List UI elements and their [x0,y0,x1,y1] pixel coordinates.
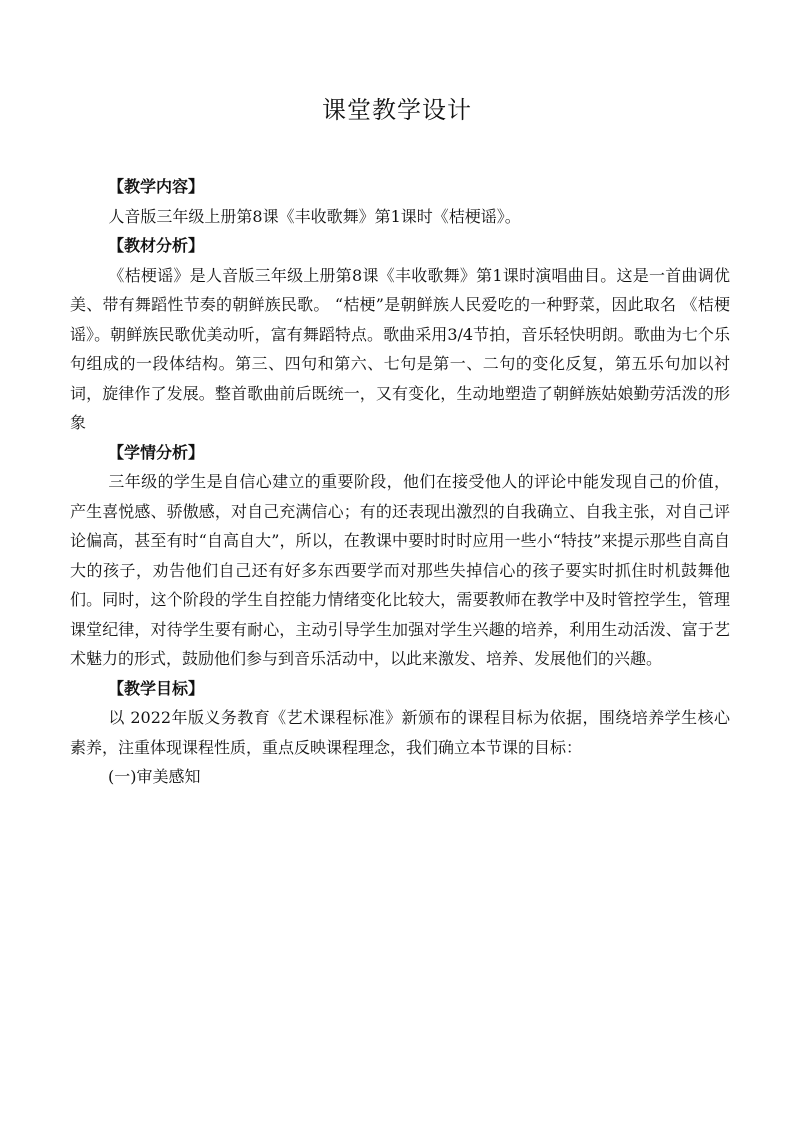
document-title: 课堂教学设计 [322,96,472,124]
document-body [70,172,730,792]
paragraph-teaching-content: 人音版三年级上册第8课《丰收歌舞》第1课时《桔梗谣》。 [108,206,521,226]
section-heading-teaching-goals: 【教学目标】 [108,678,205,698]
subheading-aesthetic-perception: (一)审美感知 [108,767,201,786]
section-heading-teaching-content: 【教学内容】 [108,177,205,196]
paragraph-teaching-goals: 以 2022年版义务教育《艺术课程标准》新颁布的课程目标为依据，围绕培养学生核心素养，注重体现课程性质，重点反映课程理念，我们确立本节课的目标： [70,708,730,757]
paragraph-student-analysis: 三年级的学生是自信心建立的重要阶段，他们在接受他人的评论中能发现自己的价值，产生喜悦感、骄傲感，对自己充满信心；有的还表现出激烈的自我确立、自我主张，对自己评论偏高，甚至有时“自高自大”，所以，在教课中要时时时应用一些小“特技”来提示那些自高自大的孩子，劝告他们自己还有好多东西要学而对那些失掉信心的孩子要实时抓住时机鼓舞他们。同时，这个阶段的学生自控能力情绪变化比较大，需要教师在教学中及时管控学生，管理课堂纪律，对待学生要有耐心，主动引导学生加强对学生兴趣的培养，利用生动活泼、富于艺术魅力的形式，鼓励他们参与到音乐活动中，以此来激发、培养、发展他们的兴趣。 [70,472,730,668]
section-heading-material-analysis: 【教材分析】 [108,236,205,255]
section-heading-student-analysis: 【学情分析】 [108,442,205,462]
paragraph-material-analysis: 《桔梗谣》是人音版三年级上册第8课《丰收歌舞》第1课时演唱曲目。这是一首曲调优美、带有舞蹈性节奏的朝鲜族民歌。 “桔梗”是朝鲜族人民爱吃的一种野菜，因此取名 《桔梗谣》。朝鲜族民歌优美动听，富有舞蹈特点。歌曲采用3/4节拍，音乐轻快明朗。歌曲为七个乐句组成的一段体结构。第三、四句和第六、七句是第一、二句的变化反复，第五乐句加以衬词，旋律作了发展。整首歌曲前后既统一，又有变化，生动地塑造了朝鲜族姑娘勤劳活泼的形象 [70,265,730,432]
